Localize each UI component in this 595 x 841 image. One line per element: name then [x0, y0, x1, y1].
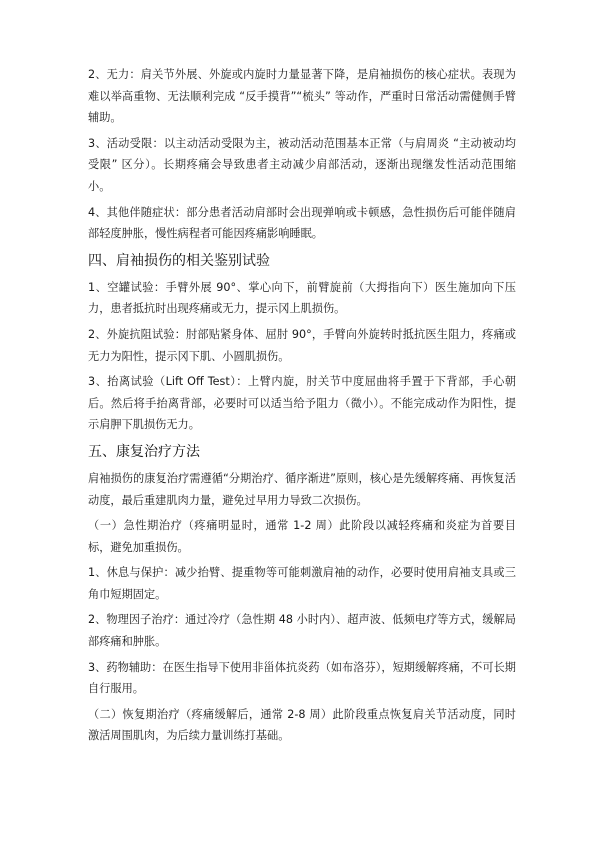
acute-physio-paragraph: 2、物理因子治疗：通过冷疗（急性期 48 小时内）、超声波、低频电疗等方式，缓解局部疼痛和肿胀。 — [88, 613, 516, 649]
symptom-other-paragraph: 4、其他伴随症状：部分患者活动肩部时会出现弹响或卡顿感，急性损伤后可能伴随肩部轻度肿胀，慢性病程者可能因疼痛影响睡眠。 — [88, 205, 516, 241]
document-body — [88, 64, 516, 751]
rehab-intro-paragraph: 肩袖损伤的康复治疗需遵循“分期治疗、循序渐进”原则，核心是先缓解疼痛、再恢复活动度，最后重建肌肉力量，避免过早用力导致二次损伤。 — [88, 471, 516, 507]
test-empty-can-paragraph: 1、空罐试验：手臂外展 90°、掌心向下，前臂旋前（大拇指向下）医生施加向下压力，患者抵抗时出现疼痛或无力，提示冈上肌损伤。 — [88, 280, 516, 316]
acute-phase-paragraph: （一）急性期治疗（疼痛明显时，通常 1-2 周）此阶段以减轻疼痛和炎症为首要目标，避免加重损伤。 — [88, 519, 516, 554]
symptom-limited-motion-paragraph: 3、活动受限：以主动活动受限为主，被动活动范围基本正常（与肩周炎 “主动被动均受限” 区分）。长期疼痛会导致患者主动减少肩部活动，逐渐出现继发性活动范围缩小。 — [88, 136, 516, 193]
test-lift-off-paragraph: 3、抬离试验（Lift Off Test）：上臂内旋，肘关节中度屈曲将手置于下背部，手心朝后。然后将手抬离背部，必要时可以适当给予阻力（微小）。不能完成动作为阳性，提示肩胛下肌损伤无力。 — [88, 375, 516, 432]
acute-medication-paragraph: 3、药物辅助：在医生指导下使用非甾体抗炎药（如布洛芬），短期缓解疼痛，不可长期自行服用。 — [88, 660, 516, 696]
test-external-rotation-paragraph: 2、外旋抗阻试验：肘部贴紧身体、屈肘 90°，手臂向外旋转时抵抗医生阻力，疼痛或无力为阳性，提示冈下肌、小圆肌损伤。 — [88, 327, 516, 363]
recovery-phase-paragraph: （二）恢复期治疗（疼痛缓解后，通常 2-8 周）此阶段重点恢复肩关节活动度，同时激活周围肌肉，为后续力量训练打基础。 — [88, 707, 516, 743]
section-heading-tests: 四、肩袖损伤的相关鉴别试验 — [88, 252, 270, 269]
symptom-weakness-paragraph: 2、无力：肩关节外展、外旋或内旋时力量显著下降，是肩袖损伤的核心症状。表现为难以举高重物、无法顺利完成 “反手摸背”“梳头” 等动作，严重时日常活动需健侧手臂辅助。 — [88, 68, 516, 125]
section-heading-rehab: 五、康复治疗方法 — [88, 443, 200, 460]
acute-rest-paragraph: 1、休息与保护：减少抬臂、提重物等可能刺激肩袖的动作，必要时使用肩袖支具或三角巾短期固定。 — [88, 566, 516, 601]
